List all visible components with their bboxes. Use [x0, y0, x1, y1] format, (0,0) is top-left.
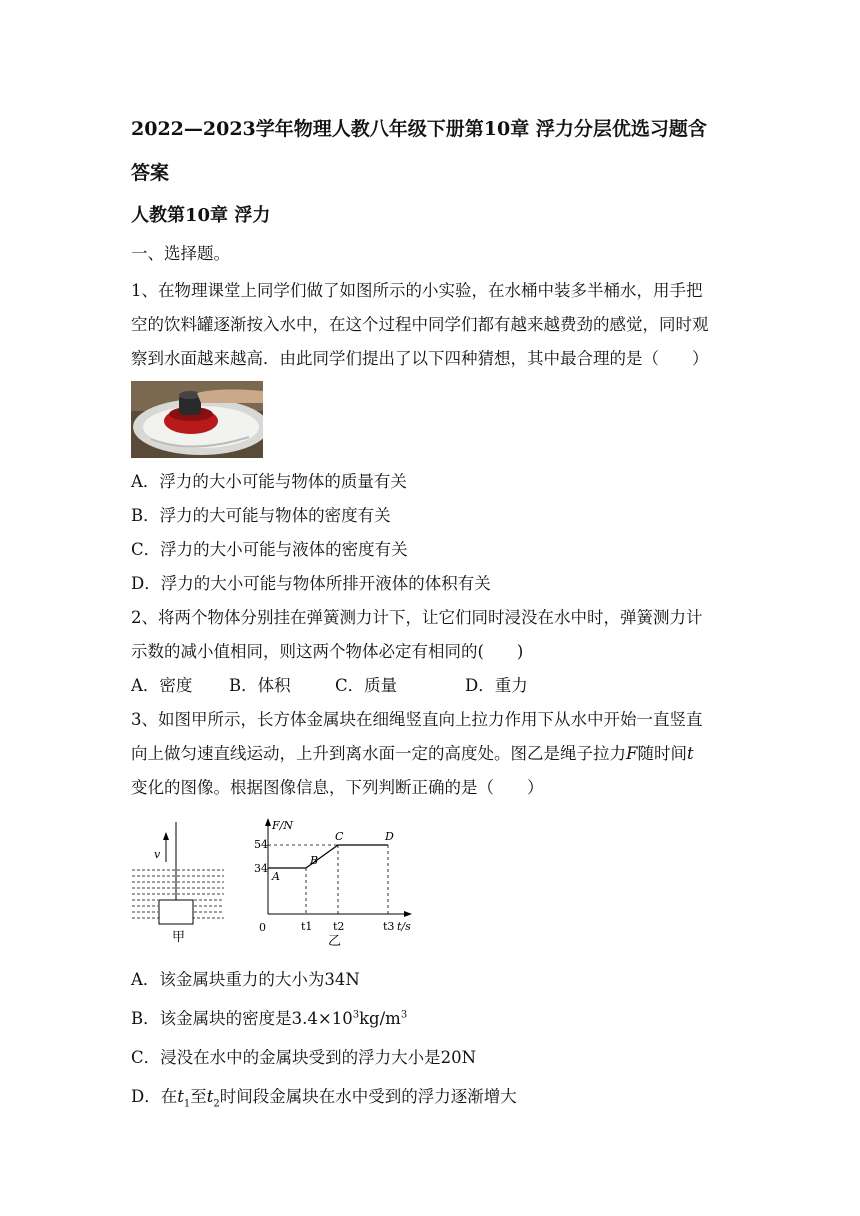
q3-option-b-unit: kg/m: [359, 1009, 401, 1028]
q2-option-d: D．重力: [465, 676, 528, 695]
q3-option-d-t2-symbol: t: [206, 1087, 214, 1106]
metal-block: [159, 900, 193, 924]
q2-option-a: A．密度: [131, 676, 193, 695]
point-d-label: D: [385, 830, 394, 843]
q3-stem-line-2: [131, 743, 694, 765]
q3-figure: [126, 818, 426, 956]
q3-stem-line-2-text-b: 随时间: [637, 744, 687, 763]
figure-yi: [254, 818, 412, 949]
figure-yi-caption: 乙: [328, 934, 342, 949]
chapter-heading: 人教第10章 浮力: [131, 205, 271, 226]
q3-option-d-suffix: 时间段金属块在水中受到的浮力逐渐增大: [219, 1087, 517, 1106]
q1-option-d: D．浮力的大小可能与物体所排开液体的体积有关: [131, 574, 491, 593]
x-tick-t1: t1: [301, 920, 313, 933]
point-a-label: A: [272, 870, 280, 883]
velocity-label: v: [154, 848, 161, 861]
q2-option-c: C．质量: [335, 676, 398, 695]
q3-option-b-exponent: 3: [352, 1009, 360, 1021]
q3-stem-line-1: 3、如图甲所示，长方体金属块在细绳竖直向上拉力作用下从水中开始一直竖直: [131, 710, 703, 729]
q3-option-d-t1-symbol: t: [177, 1087, 184, 1106]
q1-stem-line-3: 察到水面越来越高．由此同学们提出了以下四种猜想，其中最合理的是（ ）: [131, 349, 709, 368]
q3-force-symbol: F: [626, 744, 638, 763]
figure-jia-caption: 甲: [172, 930, 186, 945]
y-axis-arrow: [265, 818, 271, 826]
x-tick-t3: t3: [383, 920, 395, 933]
document-title-line-2: 答案: [131, 162, 170, 184]
q3-option-d: [131, 1086, 517, 1108]
q3-option-b: [131, 1008, 407, 1030]
document-title-line-1: 2022—2023学年物理人教八年级下册第10章 浮力分层优选习题含: [131, 118, 707, 140]
q1-option-a: A．浮力的大小可能与物体的质量有关: [131, 472, 407, 491]
q1-experiment-photo: [131, 381, 263, 458]
y-tick-34: 34: [254, 862, 268, 875]
q1-option-b: B．浮力的大可能与物体的密度有关: [131, 506, 391, 525]
q3-option-d-mid: 至: [190, 1087, 207, 1106]
force-curve: [268, 845, 388, 868]
q3-option-d-t2-subscript: 2: [213, 1098, 220, 1110]
q1-option-c: C．浮力的大小可能与液体的密度有关: [131, 540, 408, 559]
q1-stem-line-1: 1、在物理课堂上同学们做了如图所示的小实验，在水桶中装多半桶水，用手把: [131, 281, 703, 300]
q3-option-d-prefix: D．在: [131, 1087, 178, 1106]
velocity-arrow-head: [163, 832, 169, 840]
q2-stem-line-2: 示数的减小值相同，则这两个物体必定有相同的( ): [131, 642, 524, 661]
q3-option-b-unit-exponent: 3: [400, 1009, 408, 1021]
q3-stem-line-2-text-a: 向上做匀速直线运动，上升到离水面一定的高度处。图乙是绳子拉力: [131, 744, 626, 763]
q2-stem-line-1: 2、将两个物体分别挂在弹簧测力计下，让它们同时浸没在水中时，弹簧测力计: [131, 608, 703, 627]
y-axis-label: F/N: [272, 819, 293, 832]
q3-time-symbol: t: [686, 744, 694, 763]
point-c-label: C: [335, 830, 344, 843]
q1-stem-line-2: 空的饮料罐逐渐按入水中，在这个过程中同学们都有越来越费劲的感觉，同时观: [131, 315, 709, 334]
x-axis-arrow: [404, 911, 412, 917]
x-axis-label: t/s: [397, 920, 411, 933]
q3-option-c: C．浸没在水中的金属块受到的浮力大小是20N: [131, 1048, 477, 1067]
section-heading: 一、选择题。: [131, 244, 230, 263]
q3-stem-line-3: 变化的图像。根据图像信息，下列判断正确的是（ ）: [131, 778, 544, 797]
point-b-label: B: [310, 854, 319, 867]
origin-label: 0: [259, 921, 266, 934]
q3-option-d-t1-subscript: 1: [183, 1098, 191, 1110]
q3-option-b-text: B．该金属块的密度是3.4×10: [131, 1009, 353, 1028]
y-tick-54: 54: [254, 838, 268, 851]
x-tick-t2: t2: [333, 920, 345, 933]
q3-option-a: A．该金属块重力的大小为34N: [131, 970, 360, 989]
q2-option-b: B．体积: [229, 676, 291, 695]
figure-jia: [132, 822, 224, 945]
